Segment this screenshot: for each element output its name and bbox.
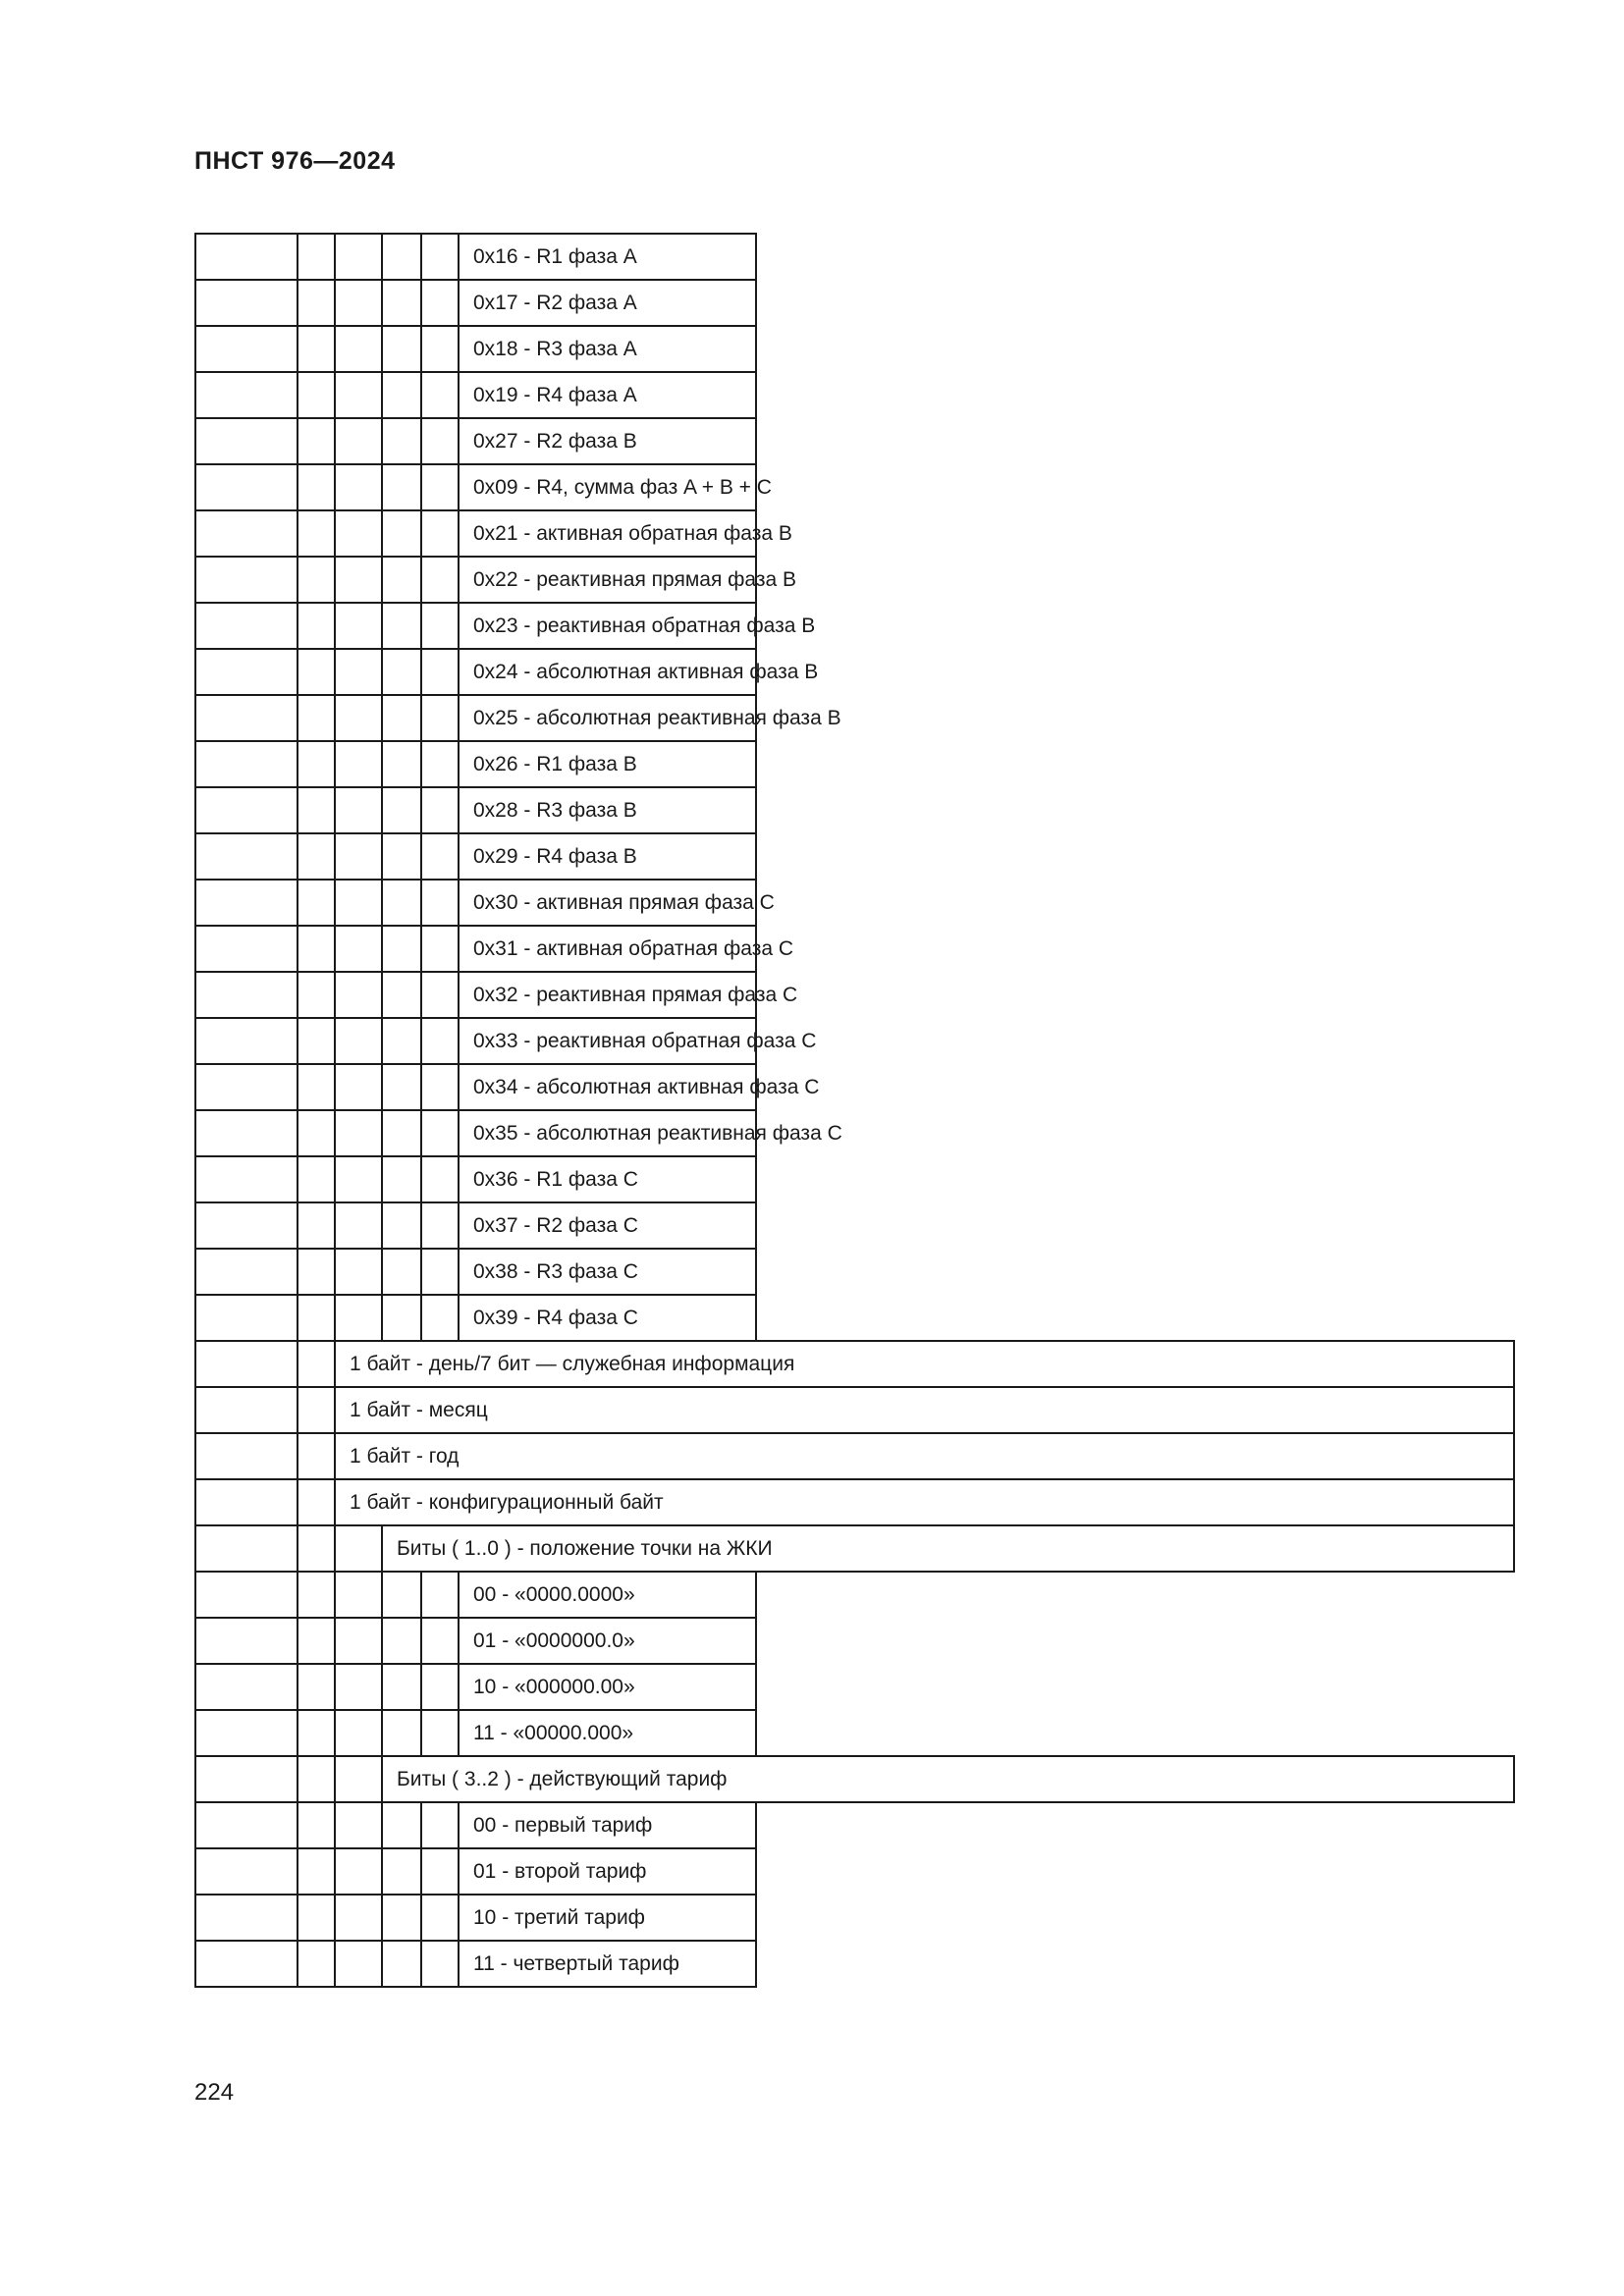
empty-cell [298, 1572, 335, 1618]
table-row [195, 326, 1514, 372]
table-row [195, 880, 1514, 926]
row-text-cell: 0x28 - R3 фаза B [459, 787, 756, 833]
row-text-cell: 0x23 - реактивная обратная фаза B [459, 603, 756, 649]
empty-cell [382, 557, 421, 603]
empty-cell [195, 695, 298, 741]
empty-cell [382, 1156, 421, 1202]
table-row [195, 1295, 1514, 1341]
empty-cell [298, 1710, 335, 1756]
empty-cell [421, 1018, 459, 1064]
empty-cell [195, 1295, 298, 1341]
empty-cell [421, 510, 459, 557]
empty-cell [382, 1572, 421, 1618]
empty-cell [195, 787, 298, 833]
row-text-cell: 0x24 - абсолютная активная фаза B [459, 649, 756, 695]
empty-cell [298, 418, 335, 464]
empty-cell [335, 1618, 382, 1664]
empty-cell [421, 1664, 459, 1710]
empty-cell [298, 1433, 335, 1479]
empty-cell [335, 1295, 382, 1341]
empty-cell [298, 1664, 335, 1710]
empty-cell [421, 1572, 459, 1618]
empty-cell [195, 1341, 298, 1387]
empty-cell [298, 372, 335, 418]
empty-cell [382, 326, 421, 372]
empty-cell [298, 557, 335, 603]
table-row [195, 1802, 1514, 1848]
table-row [195, 1618, 1514, 1664]
empty-cell [382, 372, 421, 418]
row-text-cell: 0x37 - R2 фаза C [459, 1202, 756, 1249]
empty-cell [298, 1156, 335, 1202]
empty-cell [335, 695, 382, 741]
empty-cell [195, 649, 298, 695]
empty-cell [298, 1064, 335, 1110]
empty-cell [298, 464, 335, 510]
table-row [195, 557, 1514, 603]
empty-cell [335, 510, 382, 557]
empty-cell [335, 880, 382, 926]
empty-cell [382, 1802, 421, 1848]
empty-cell [335, 372, 382, 418]
empty-cell [382, 510, 421, 557]
empty-cell [335, 833, 382, 880]
table-row [195, 280, 1514, 326]
row-text-cell: 0x16 - R1 фаза А [459, 234, 756, 280]
document-header: ПНСТ 976—2024 [194, 147, 396, 175]
empty-cell [195, 1941, 298, 1987]
row-text-cell: 0x39 - R4 фаза C [459, 1295, 756, 1341]
empty-cell [195, 833, 298, 880]
empty-cell [421, 418, 459, 464]
empty-cell [382, 1018, 421, 1064]
row-text-cell: 1 байт - конфигурационный байт [335, 1479, 1514, 1525]
table-row [195, 1895, 1514, 1941]
empty-cell [298, 326, 335, 372]
table-row [195, 1848, 1514, 1895]
empty-cell [298, 741, 335, 787]
empty-cell [195, 510, 298, 557]
empty-cell [335, 557, 382, 603]
row-text-cell: 11 - «00000.000» [459, 1710, 756, 1756]
row-text-cell: 0x25 - абсолютная реактивная фаза B [459, 695, 756, 741]
table-row [195, 695, 1514, 741]
empty-cell [195, 1202, 298, 1249]
empty-cell [382, 741, 421, 787]
row-text-cell: Биты ( 1..0 ) - положение точки на ЖКИ [382, 1525, 1514, 1572]
empty-cell [298, 787, 335, 833]
table-row [195, 1387, 1514, 1433]
row-text-cell: 0x32 - реактивная прямая фаза C [459, 972, 756, 1018]
empty-cell [382, 1710, 421, 1756]
empty-cell [335, 926, 382, 972]
empty-cell [421, 372, 459, 418]
empty-cell [335, 1525, 382, 1572]
empty-cell [421, 280, 459, 326]
empty-cell [382, 880, 421, 926]
empty-cell [382, 833, 421, 880]
empty-cell [382, 1618, 421, 1664]
empty-cell [195, 880, 298, 926]
empty-cell [335, 972, 382, 1018]
empty-cell [195, 1802, 298, 1848]
empty-cell [335, 1572, 382, 1618]
empty-cell [298, 1249, 335, 1295]
row-text-cell: 10 - «000000.00» [459, 1664, 756, 1710]
empty-cell [382, 1202, 421, 1249]
empty-cell [195, 972, 298, 1018]
empty-cell [195, 1710, 298, 1756]
empty-cell [195, 1156, 298, 1202]
empty-cell [335, 1202, 382, 1249]
empty-cell [421, 1848, 459, 1895]
empty-cell [298, 280, 335, 326]
table-row [195, 1110, 1514, 1156]
table-row [195, 1433, 1514, 1479]
table-row [195, 603, 1514, 649]
table-row [195, 1664, 1514, 1710]
empty-cell [382, 234, 421, 280]
empty-cell [421, 649, 459, 695]
row-text-cell: 0x31 - активная обратная фаза C [459, 926, 756, 972]
empty-cell [298, 1618, 335, 1664]
empty-cell [335, 1156, 382, 1202]
empty-cell [195, 1895, 298, 1941]
empty-cell [421, 464, 459, 510]
empty-cell [195, 1525, 298, 1572]
empty-cell [335, 1848, 382, 1895]
empty-cell [298, 1479, 335, 1525]
table-row [195, 649, 1514, 695]
empty-cell [421, 1895, 459, 1941]
empty-cell [421, 557, 459, 603]
empty-cell [421, 741, 459, 787]
table-row [195, 464, 1514, 510]
empty-cell [335, 464, 382, 510]
empty-cell [335, 280, 382, 326]
table-row [195, 1202, 1514, 1249]
empty-cell [421, 1802, 459, 1848]
empty-cell [382, 603, 421, 649]
table-row [195, 1249, 1514, 1295]
empty-cell [195, 1848, 298, 1895]
empty-cell [421, 234, 459, 280]
empty-cell [421, 326, 459, 372]
table-row [195, 1064, 1514, 1110]
empty-cell [335, 1895, 382, 1941]
row-text-cell: 11 - четвертый тариф [459, 1941, 756, 1987]
row-text-cell: Биты ( 3..2 ) - действующий тариф [382, 1756, 1514, 1802]
empty-cell [195, 234, 298, 280]
empty-cell [421, 1110, 459, 1156]
row-text-cell: 0x30 - активная прямая фаза C [459, 880, 756, 926]
empty-cell [421, 787, 459, 833]
empty-cell [421, 1618, 459, 1664]
empty-cell [421, 1156, 459, 1202]
empty-cell [382, 1941, 421, 1987]
row-text-cell: 0x29 - R4 фаза B [459, 833, 756, 880]
empty-cell [195, 1110, 298, 1156]
empty-cell [335, 234, 382, 280]
empty-cell [335, 1064, 382, 1110]
empty-cell [382, 1249, 421, 1295]
table-row [195, 972, 1514, 1018]
empty-cell [298, 926, 335, 972]
empty-cell [421, 1710, 459, 1756]
empty-cell [195, 1756, 298, 1802]
table-row [195, 1756, 1514, 1802]
empty-cell [195, 1479, 298, 1525]
empty-cell [421, 1295, 459, 1341]
empty-cell [421, 695, 459, 741]
row-text-cell: 10 - третий тариф [459, 1895, 756, 1941]
empty-cell [335, 1249, 382, 1295]
empty-cell [382, 418, 421, 464]
spec-table [194, 233, 1515, 1988]
empty-cell [298, 1941, 335, 1987]
empty-cell [298, 1341, 335, 1387]
empty-cell [335, 1710, 382, 1756]
empty-cell [298, 1802, 335, 1848]
empty-cell [298, 695, 335, 741]
row-text-cell: 0x38 - R3 фаза C [459, 1249, 756, 1295]
empty-cell [382, 1895, 421, 1941]
empty-cell [195, 464, 298, 510]
empty-cell [195, 603, 298, 649]
table-row [195, 1572, 1514, 1618]
table-row [195, 1525, 1514, 1572]
table-row [195, 741, 1514, 787]
empty-cell [382, 787, 421, 833]
empty-cell [421, 972, 459, 1018]
empty-cell [195, 418, 298, 464]
empty-cell [421, 1249, 459, 1295]
empty-cell [382, 1064, 421, 1110]
empty-cell [298, 1848, 335, 1895]
empty-cell [421, 603, 459, 649]
empty-cell [382, 926, 421, 972]
empty-cell [382, 464, 421, 510]
empty-cell [421, 1941, 459, 1987]
row-text-cell: 1 байт - год [335, 1433, 1514, 1479]
empty-cell [421, 833, 459, 880]
empty-cell [335, 603, 382, 649]
empty-cell [195, 1664, 298, 1710]
row-text-cell: 0x19 - R4 фаза А [459, 372, 756, 418]
row-text-cell: 01 - «0000000.0» [459, 1618, 756, 1664]
empty-cell [195, 926, 298, 972]
empty-cell [298, 1295, 335, 1341]
empty-cell [421, 1064, 459, 1110]
row-text-cell: 0x17 - R2 фаза А [459, 280, 756, 326]
empty-cell [382, 1295, 421, 1341]
empty-cell [298, 649, 335, 695]
empty-cell [298, 1202, 335, 1249]
empty-cell [298, 833, 335, 880]
row-text-cell: 0x18 - R3 фаза А [459, 326, 756, 372]
table-row [195, 418, 1514, 464]
empty-cell [195, 1018, 298, 1064]
table-row [195, 1479, 1514, 1525]
empty-cell [195, 1433, 298, 1479]
empty-cell [421, 926, 459, 972]
table-row [195, 1710, 1514, 1756]
row-text-cell: 0x33 - реактивная обратная фаза C [459, 1018, 756, 1064]
empty-cell [335, 1110, 382, 1156]
empty-cell [298, 1110, 335, 1156]
empty-cell [382, 1664, 421, 1710]
row-text-cell: 00 - первый тариф [459, 1802, 756, 1848]
row-text-cell: 1 байт - день/7 бит — служебная информация [335, 1341, 1514, 1387]
empty-cell [335, 787, 382, 833]
row-text-cell: 0x27 - R2 фаза B [459, 418, 756, 464]
empty-cell [195, 1572, 298, 1618]
empty-cell [298, 972, 335, 1018]
empty-cell [195, 741, 298, 787]
empty-cell [195, 1249, 298, 1295]
table-row [195, 1941, 1514, 1987]
empty-cell [421, 880, 459, 926]
empty-cell [195, 1387, 298, 1433]
empty-cell [298, 603, 335, 649]
empty-cell [382, 280, 421, 326]
empty-cell [421, 1202, 459, 1249]
empty-cell [335, 1664, 382, 1710]
row-text-cell: 0x34 - абсолютная активная фаза C [459, 1064, 756, 1110]
row-text-cell: 01 - второй тариф [459, 1848, 756, 1895]
row-text-cell: 0x22 - реактивная прямая фаза B [459, 557, 756, 603]
row-text-cell: 0x35 - абсолютная реактивная фаза C [459, 1110, 756, 1156]
row-text-cell: 0x26 - R1 фаза B [459, 741, 756, 787]
table-row [195, 510, 1514, 557]
empty-cell [335, 1802, 382, 1848]
empty-cell [335, 649, 382, 695]
empty-cell [382, 1848, 421, 1895]
empty-cell [298, 1387, 335, 1433]
empty-cell [298, 510, 335, 557]
table-row [195, 372, 1514, 418]
page-number: 224 [194, 2079, 235, 2106]
empty-cell [382, 1110, 421, 1156]
empty-cell [298, 234, 335, 280]
table-row [195, 1341, 1514, 1387]
empty-cell [335, 1941, 382, 1987]
table-row [195, 1156, 1514, 1202]
empty-cell [195, 557, 298, 603]
empty-cell [298, 1018, 335, 1064]
row-text-cell: 0x21 - активная обратная фаза B [459, 510, 756, 557]
empty-cell [382, 972, 421, 1018]
table-row [195, 926, 1514, 972]
empty-cell [298, 1895, 335, 1941]
row-text-cell: 1 байт - месяц [335, 1387, 1514, 1433]
empty-cell [298, 880, 335, 926]
empty-cell [335, 326, 382, 372]
empty-cell [335, 1756, 382, 1802]
empty-cell [195, 1064, 298, 1110]
empty-cell [335, 1018, 382, 1064]
table-row [195, 234, 1514, 280]
empty-cell [195, 326, 298, 372]
empty-cell [298, 1756, 335, 1802]
row-text-cell: 0x36 - R1 фаза C [459, 1156, 756, 1202]
table-row [195, 833, 1514, 880]
row-text-cell: 0x09 - R4, сумма фаз A + B + C [459, 464, 756, 510]
row-text-cell: 00 - «0000.0000» [459, 1572, 756, 1618]
empty-cell [335, 418, 382, 464]
empty-cell [298, 1525, 335, 1572]
empty-cell [335, 741, 382, 787]
empty-cell [195, 372, 298, 418]
table-row [195, 1018, 1514, 1064]
empty-cell [382, 649, 421, 695]
empty-cell [382, 695, 421, 741]
table-row [195, 787, 1514, 833]
empty-cell [195, 280, 298, 326]
empty-cell [195, 1618, 298, 1664]
